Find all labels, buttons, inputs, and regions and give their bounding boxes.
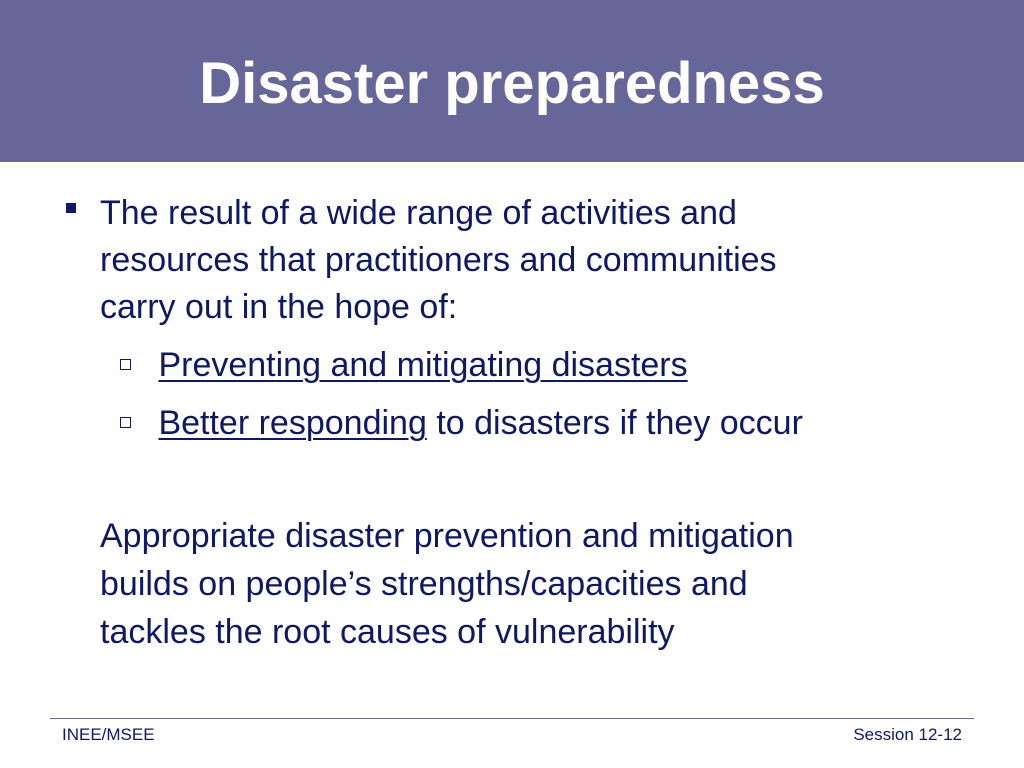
paragraph-line-2: builds on people’s strengths/capacities and [100,565,748,603]
hollow-square-bullet-icon [120,417,131,428]
sub-bullet-item-2 [120,402,803,444]
main-bullet-line-1: The result of a wide range of activities and [100,194,737,232]
sub-item-2-rest: to disasters if they occur [436,404,803,442]
footer-divider [50,718,974,719]
body-paragraph [100,512,990,656]
main-bullet-line-2: resources that practitioners and communities [100,241,777,279]
main-bullet-line-3: carry out in the hope of: [100,288,458,326]
hollow-square-bullet-icon [120,359,131,370]
main-bullet-text [100,190,980,331]
preventing-link[interactable]: Preventing and mitigating disasters [158,346,688,384]
better-responding-link[interactable]: Better responding [158,404,427,442]
sub-bullet-item-1 [120,344,688,386]
footer-session-number: Session 12-12 [853,725,962,744]
paragraph-line-1: Appropriate disaster prevention and mitigation [100,517,794,555]
square-bullet-icon [66,203,76,213]
footer-organization: INEE/MSEE [62,725,155,744]
paragraph-line-3: tackles the root causes of vulnerability [100,613,675,651]
slide-title: Disaster preparedness [199,51,825,116]
